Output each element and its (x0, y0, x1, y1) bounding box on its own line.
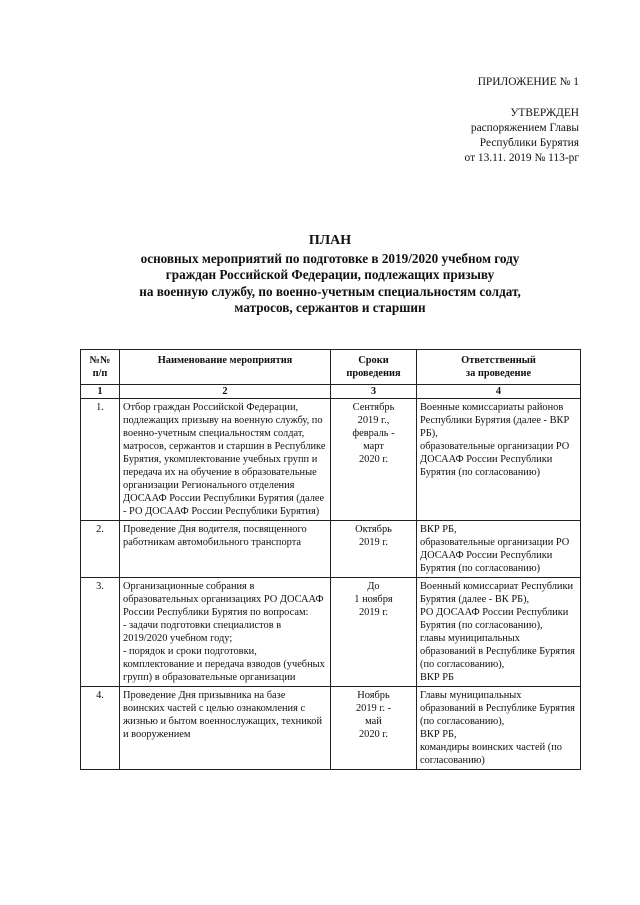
event-responsible: Военный комиссариат Республики Бурятия (далее - ВК РБ), РО ДОСААФ России Республики Бурятия (по согласованию), главы муниципальных образований в Республике Бурятия (по согласованию), ВКР РБ (417, 578, 581, 687)
event-responsible: Главы муниципальных образований в Республике Бурятия (по согласованию), ВКР РБ, командиры воинских частей (по согласованию) (417, 687, 581, 770)
approval-header (465, 75, 579, 166)
title-line-4: матросов, сержантов и старшин (234, 300, 426, 316)
event-responsible: ВКР РБ, образовательные организации РО ДОСААФ России Республики Бурятия (по согласованию) (417, 521, 581, 578)
table-row (81, 399, 581, 521)
approved-label: УТВЕРЖДЕН (510, 107, 579, 119)
event-responsible: Военные комиссариаты районов Республики Бурятия (далее - ВКР РБ), образовательные организации РО ДОСААФ России Республики Бурятия (по согласованию) (417, 399, 581, 521)
col-header-resp: Ответственный за проведение (417, 350, 581, 385)
title-line-1: основных мероприятий по подготовке в 2019/2020 учебном году (140, 250, 520, 266)
event-name: Проведение Дня водителя, посвященного работникам автомобильного транспорта (120, 521, 331, 578)
column-number: 4 (417, 385, 581, 399)
row-number: 3. (81, 578, 120, 687)
event-time: Ноябрь 2019 г. - май 2020 г. (331, 687, 417, 770)
col-header-num: №№ п/п (81, 350, 120, 385)
column-number-row (81, 385, 581, 399)
plan-table (80, 349, 581, 770)
title-heading: ПЛАН (308, 233, 352, 248)
column-number: 1 (81, 385, 120, 399)
table-header-row (81, 350, 581, 385)
row-number: 1. (81, 399, 120, 521)
title-line-2: граждан Российской Федерации, подлежащих призыву (165, 267, 495, 283)
col-header-name: Наименование мероприятия (120, 350, 331, 385)
order-line-3: от 13.11. 2019 № 113-рг (464, 152, 579, 164)
order-line-2: Республики Бурятия (479, 137, 579, 149)
event-name: Организационные собрания в образовательных организациях РО ДОСААФ России Республики Бурятия по вопросам: - задачи подготовки специалистов в 2019/2020 учебном году; - порядок и сроки подготовки, комплектование и передача взводов (учебных групп) в образовательные организации (120, 578, 331, 687)
document-title (80, 233, 580, 317)
row-number: 2. (81, 521, 120, 578)
column-number: 2 (120, 385, 331, 399)
event-time: До 1 ноября 2019 г. (331, 578, 417, 687)
event-time: Октябрь 2019 г. (331, 521, 417, 578)
column-number: 3 (331, 385, 417, 399)
event-name: Проведение Дня призывника на базе воинских частей с целью ознакомления с жизнью и бытом военнослужащих, техникой и вооружением (120, 687, 331, 770)
appendix-label: ПРИЛОЖЕНИЕ № 1 (477, 76, 579, 88)
event-time: Сентябрь 2019 г., февраль - март 2020 г. (331, 399, 417, 521)
title-line-3: на военную службу, по военно-учетным специальностям солдат, (139, 283, 521, 299)
order-line-1: распоряжением Главы (470, 122, 579, 134)
row-number: 4. (81, 687, 120, 770)
event-name: Отбор граждан Российской Федерации, подлежащих призыву на военную службу, по военно-учетным специальностям солдат, матросов, сержантов и старшин в Республике Бурятия, укомплектование учебных групп и передача их на обучение в образовательные организации Регионального отделения ДОСААФ России Республики Бурятия (далее - РО ДОСААФ России Республики Бурятия) (120, 399, 331, 521)
table-row (81, 521, 581, 578)
table-row (81, 578, 581, 687)
table-row (81, 687, 581, 770)
col-header-time: Сроки проведения (331, 350, 417, 385)
